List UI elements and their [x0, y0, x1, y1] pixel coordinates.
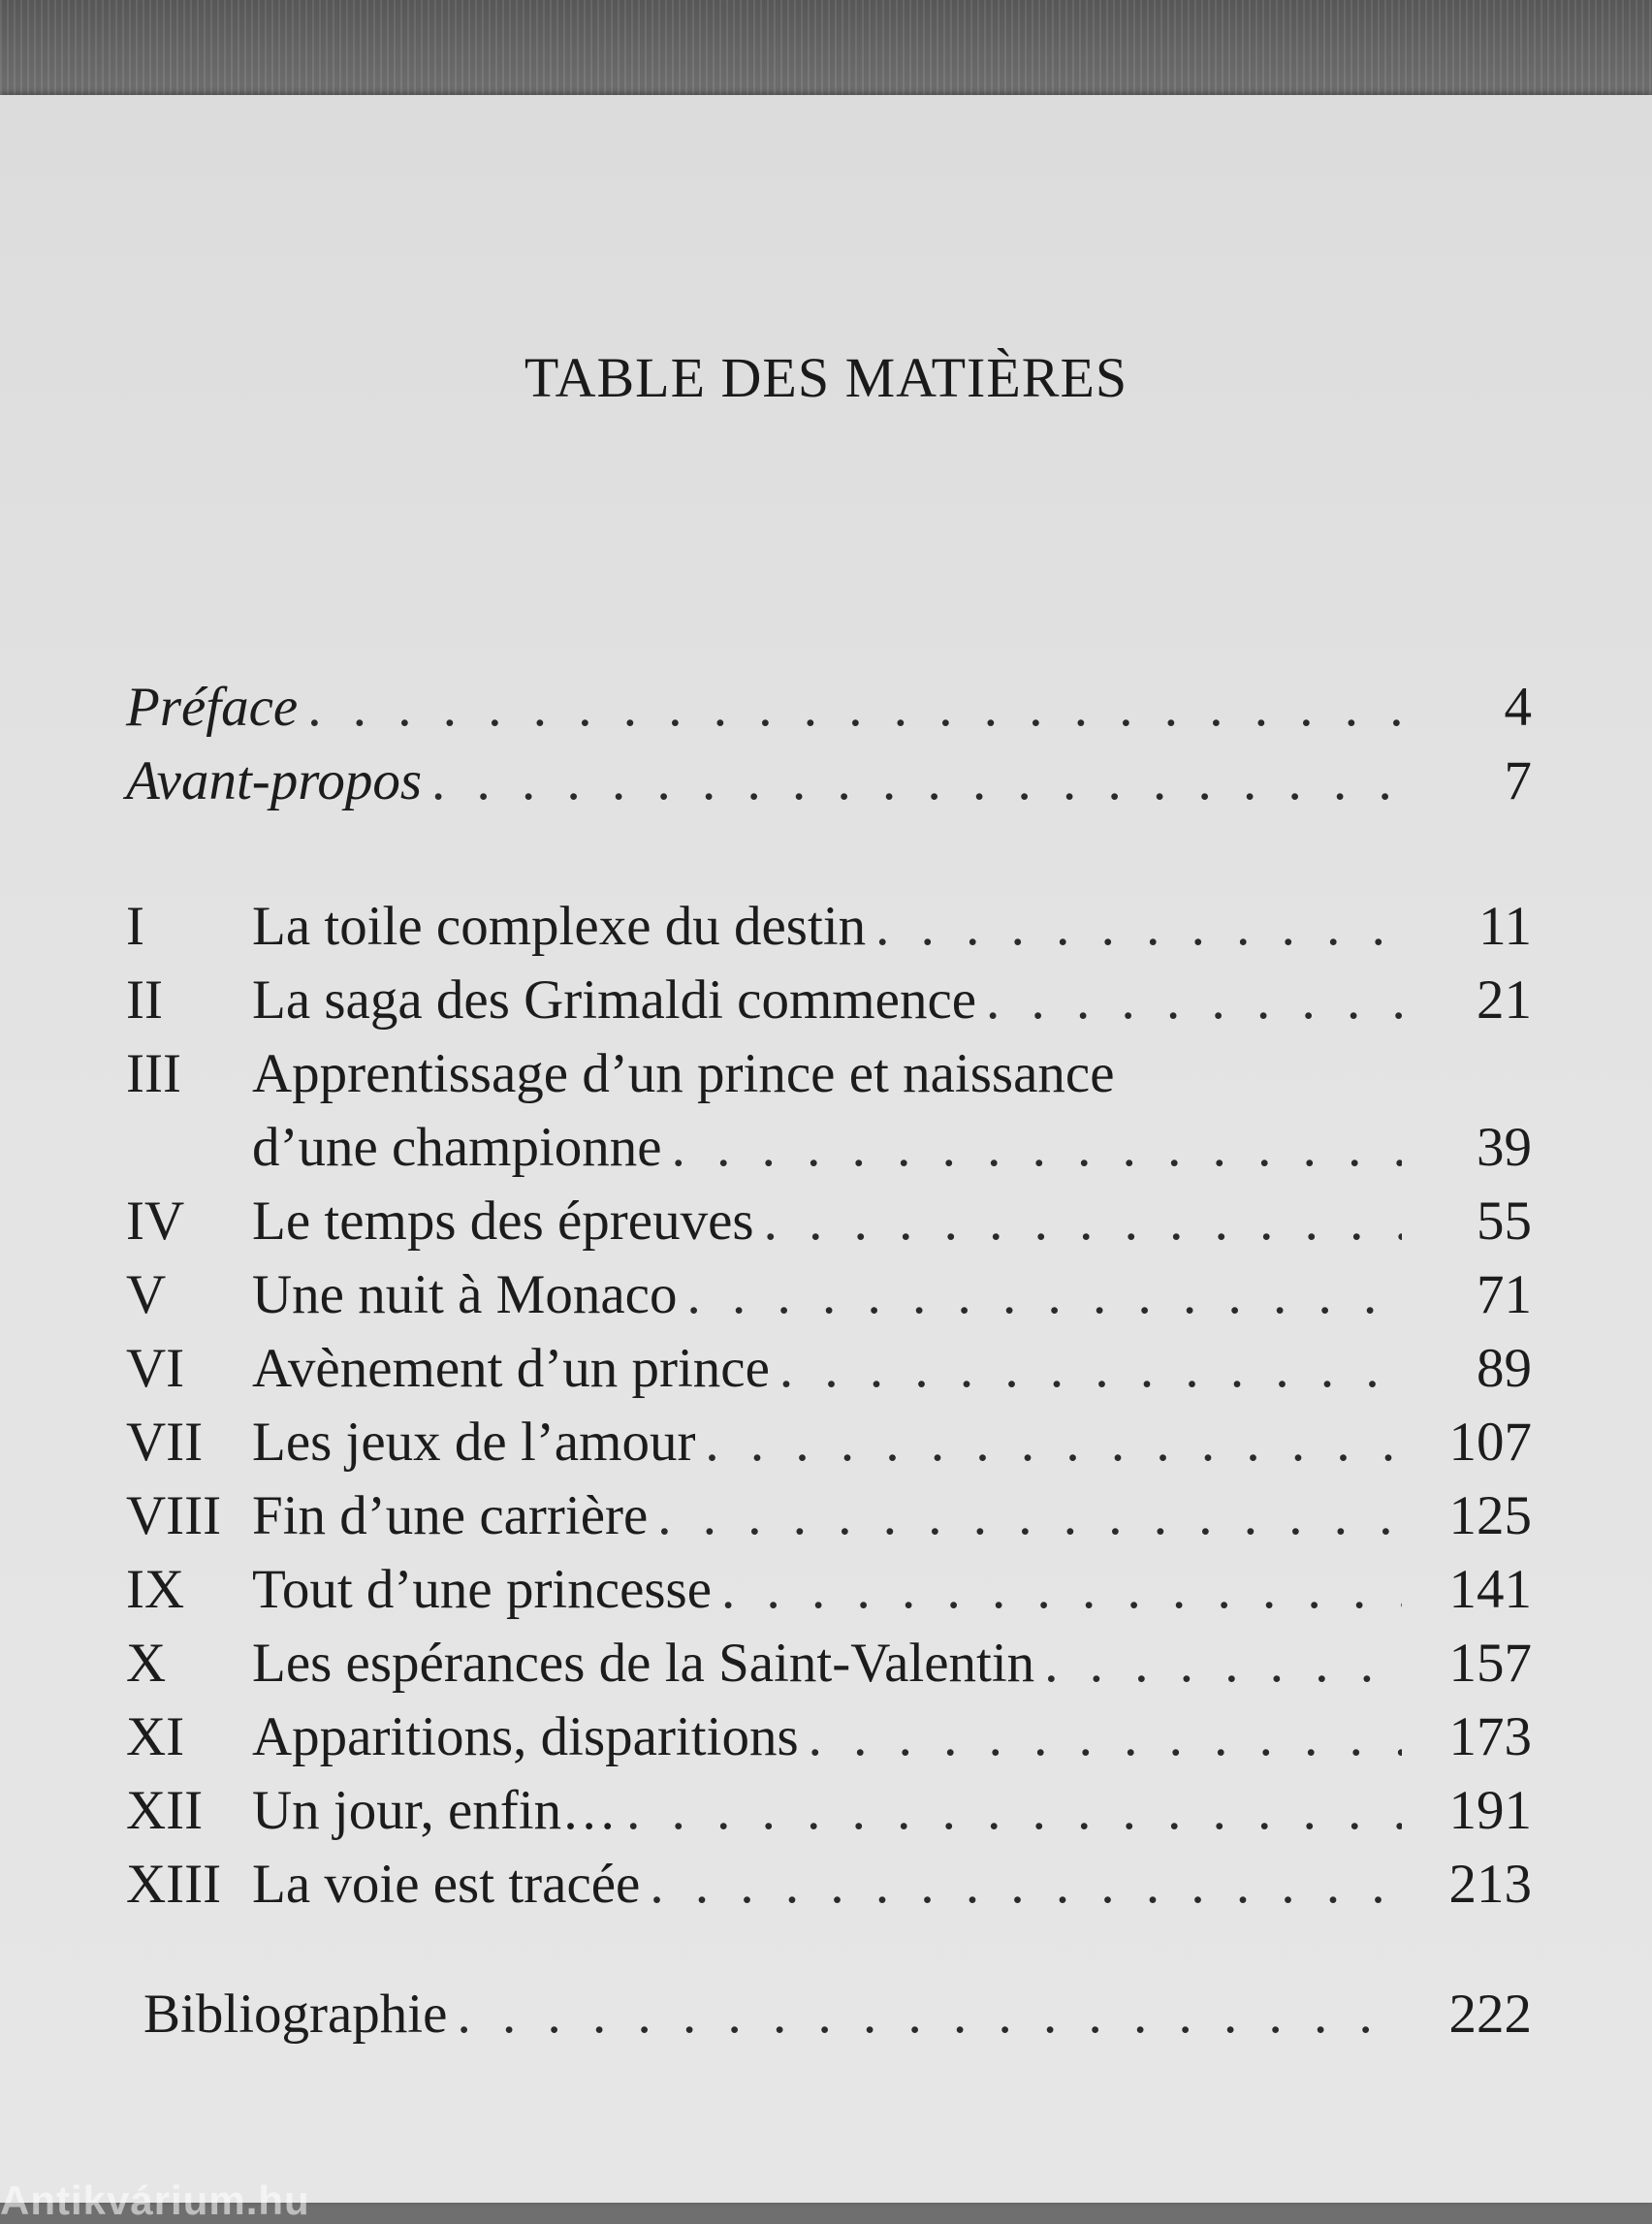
toc-entry-chapter [126, 1627, 1532, 1700]
dot-leader [1034, 1627, 1402, 1700]
dot-leader [662, 1111, 1402, 1185]
page-number: 71 [1477, 1264, 1532, 1325]
toc-entry-chapter [126, 1258, 1532, 1332]
page-number: 222 [1448, 1984, 1532, 2045]
entry-label: Les jeux de l’amour [252, 1412, 696, 1473]
chapter-number: VIII [126, 1485, 222, 1546]
dot-leader [770, 1332, 1402, 1406]
entry-label: La saga des Grimaldi commence [252, 969, 977, 1031]
page-number: 39 [1477, 1117, 1532, 1178]
page-number: 157 [1448, 1633, 1532, 1694]
entry-label: Avant-propos [126, 750, 423, 811]
dot-leader [695, 1406, 1402, 1479]
entry-label: Le temps des épreuves [252, 1191, 754, 1252]
entry-label: Un jour, enfin… [252, 1780, 618, 1841]
dot-leader [799, 1700, 1402, 1774]
entry-label: La toile complexe du destin [252, 896, 867, 957]
dot-leader [976, 964, 1402, 1037]
entry-label: Avènement d’un prince [252, 1338, 770, 1399]
dot-leader [422, 745, 1402, 818]
dot-leader [754, 1185, 1402, 1258]
dot-leader [866, 890, 1402, 964]
toc-entry-chapter [126, 1553, 1532, 1627]
page-number: 55 [1477, 1191, 1532, 1252]
toc-entry-chapter [126, 890, 1532, 964]
page-title: TABLE DES MATIÈRES [524, 346, 1128, 409]
page-number: 4 [1504, 677, 1532, 738]
chapter-number: VI [126, 1338, 185, 1399]
dot-leader [447, 1978, 1402, 2051]
chapter-number: IV [126, 1191, 185, 1252]
entry-label-continued: d’une championne [252, 1117, 662, 1178]
toc-entry-chapter [126, 1406, 1532, 1479]
page-number: 191 [1448, 1780, 1532, 1841]
page-number: 213 [1448, 1854, 1532, 1915]
toc-entry-chapter [126, 1479, 1532, 1553]
toc-entry-chapter-continuation [126, 1111, 1532, 1185]
chapter-number: XII [126, 1780, 204, 1841]
toc-entry-avant-propos [126, 745, 1532, 818]
page-number: 107 [1448, 1412, 1532, 1473]
entry-label: Les espérances de la Saint-Valentin [252, 1633, 1035, 1694]
toc-entry-chapter [126, 1332, 1532, 1406]
toc-entry-chapter [126, 1774, 1532, 1848]
watermark: Antikvárium.hu [0, 2177, 310, 2223]
chapter-number: II [126, 969, 163, 1031]
page-number: 11 [1478, 896, 1532, 957]
entry-label: Fin d’une carrière [252, 1485, 649, 1546]
chapter-number: XI [126, 1706, 185, 1767]
entry-label: Préface [126, 677, 299, 738]
toc-entry-chapter [126, 964, 1532, 1037]
dot-leader [648, 1479, 1402, 1553]
chapter-number: XIII [126, 1854, 222, 1915]
chapter-number: X [126, 1633, 167, 1694]
entry-label: Apparitions, disparitions [252, 1706, 799, 1767]
page-number: 173 [1448, 1706, 1532, 1767]
dot-leader [617, 1774, 1402, 1848]
entry-label: Tout d’une princesse [252, 1559, 713, 1620]
dot-leader [712, 1553, 1402, 1627]
chapter-number: IX [126, 1559, 185, 1620]
entry-label: La voie est tracée [252, 1854, 641, 1915]
toc-entry-preface [126, 671, 1532, 745]
page-number: 125 [1448, 1485, 1532, 1546]
dot-leader [640, 1848, 1402, 1922]
toc-entry-chapter [126, 1185, 1532, 1258]
page-number: 89 [1477, 1338, 1532, 1399]
page-number: 7 [1504, 750, 1532, 811]
page-number: 21 [1477, 969, 1532, 1031]
entry-label: Apprentissage d’un prince et naissance [252, 1043, 1115, 1104]
toc-entry-chapter [126, 1037, 1532, 1111]
dot-leader [298, 671, 1402, 745]
toc-entry-chapter [126, 1700, 1532, 1774]
entry-label: Une nuit à Monaco [252, 1264, 678, 1325]
chapter-number: VII [126, 1412, 204, 1473]
chapter-number: V [126, 1264, 167, 1325]
chapter-number: III [126, 1043, 181, 1104]
toc-entry-bibliographie [143, 1978, 1532, 2051]
toc-entry-chapter [126, 1848, 1532, 1922]
chapter-number: I [126, 896, 144, 957]
page-number: 141 [1448, 1559, 1532, 1620]
dot-leader [677, 1258, 1402, 1332]
entry-label: Bibliographie [143, 1984, 448, 2045]
